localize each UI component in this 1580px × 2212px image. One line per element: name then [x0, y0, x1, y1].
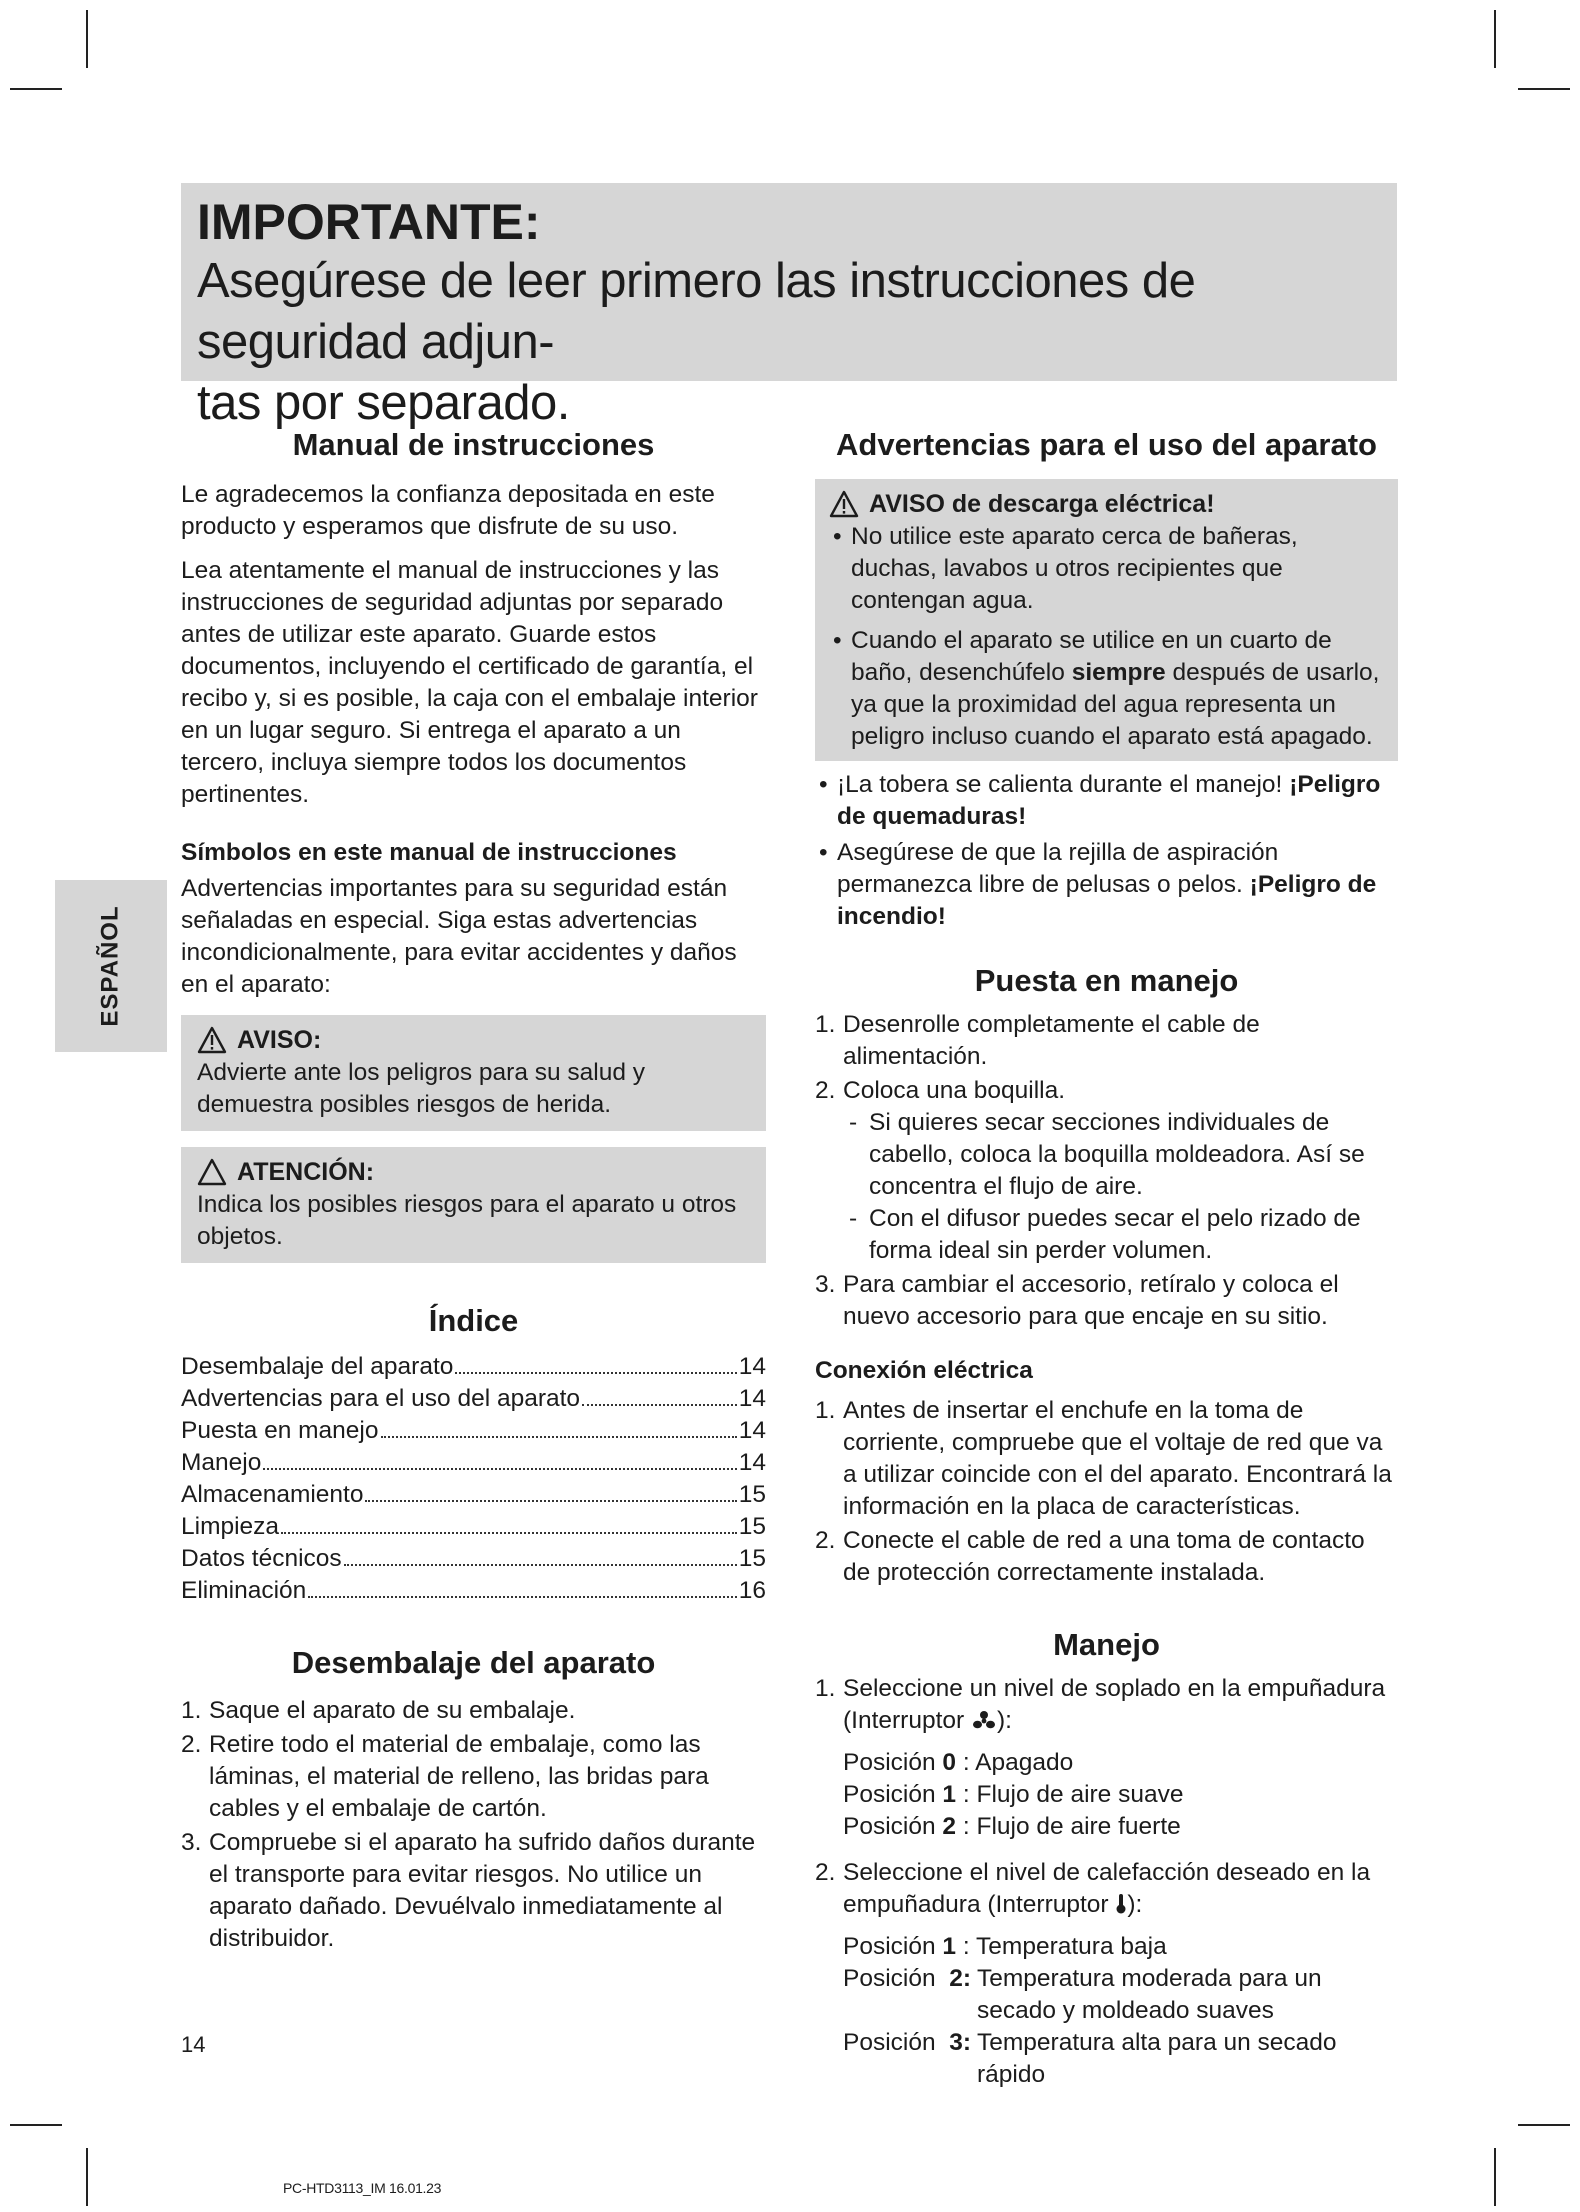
- list-item: - Con el difusor puedes secar el pelo rizado de forma ideal sin perder volumen.: [847, 1203, 1398, 1267]
- crop-mark: [86, 10, 88, 68]
- toc-label: Almacenamiento: [181, 1481, 364, 1508]
- banner-line-1: Asegúrese de leer primero las instrucciones de seguridad adjun-: [197, 254, 1196, 369]
- manual-heading: Manual de instrucciones: [292, 427, 655, 462]
- startup-substeps: [843, 1107, 1398, 1267]
- toc-page: 15: [738, 1513, 766, 1540]
- position-row: Posición 1 : Flujo de aire suave: [843, 1781, 1184, 1808]
- toc-label: Limpieza: [181, 1513, 280, 1540]
- list-item: • ¡La tobera se calienta durante el manejo! ¡Peligro de quemaduras!: [815, 769, 1398, 833]
- startup-heading: Puesta en manejo: [974, 963, 1239, 998]
- footer-code: PC-HTD3113_IM 16.01.23: [283, 2180, 442, 2196]
- list-item: 2. Coloca una boquilla. - Si quieres secar secciones individuales de cabello, coloca la boquilla moldeadora. Así se concentra el flujo de aire. - Con el difusor puedes secar el pelo rizado de forma ideal sin perder volumen.: [815, 1075, 1398, 1267]
- toc-label: Datos técnicos: [181, 1545, 342, 1572]
- list-item: • No utilice este aparato cerca de bañeras, duchas, lavabos u otros recipientes que contengan agua.: [829, 521, 1384, 617]
- index-heading: Índice: [428, 1303, 519, 1338]
- language-tab: [55, 880, 167, 1052]
- shock-warning-title: AVISO de descarga eléctrica!: [869, 490, 1215, 518]
- caution-triangle-icon: [197, 1158, 227, 1186]
- shock-warning-list: [829, 521, 1384, 753]
- list-item: • Cuando el aparato se utilice en un cuarto de baño, desenchúfelo siempre después de usarlo, ya que la proximidad del agua representa un peligro incluso cuando el aparato está apagado.: [829, 625, 1384, 753]
- toc-label: Manejo: [181, 1449, 262, 1476]
- position-row: Posición 0 : Apagado: [843, 1749, 1074, 1776]
- crop-mark: [1518, 2124, 1570, 2126]
- blower-positions: [843, 1747, 1398, 1843]
- toc-row[interactable]: [181, 1511, 766, 1543]
- language-tab-label: ESPAÑOL: [97, 905, 125, 1027]
- toc-row[interactable]: [181, 1415, 766, 1447]
- toc-page: 14: [738, 1417, 766, 1444]
- crop-mark: [1494, 2148, 1496, 2206]
- toc-page: 14: [738, 1385, 766, 1412]
- atencion-box: [181, 1147, 766, 1263]
- toc-page: 16: [738, 1577, 766, 1604]
- shock-warning-box: [815, 479, 1398, 761]
- crop-mark: [10, 88, 62, 90]
- toc-label: Advertencias para el uso del aparato: [181, 1385, 581, 1412]
- startup-steps: [815, 1009, 1398, 1333]
- list-item: 3. Compruebe si el aparato ha sufrido daños durante el transporte para evitar riesgos. No utilice un aparato dañado. Devuélvalo inmediatamente al distribuidor.: [181, 1829, 756, 1952]
- toc-row[interactable]: [181, 1447, 766, 1479]
- list-item: • Asegúrese de que la rejilla de aspiración permanezca libre de pelusas o pelos. ¡Peligro de incendio!: [815, 837, 1398, 933]
- symbols-heading: Símbolos en este manual de instrucciones: [181, 839, 677, 866]
- crop-mark: [10, 2124, 62, 2126]
- toc-label: Eliminación: [181, 1577, 307, 1604]
- connection-heading: Conexión eléctrica: [815, 1357, 1033, 1384]
- crop-mark: [86, 2148, 88, 2206]
- list-item: 1. Seleccione un nivel de soplado en la empuñadura (Interruptor ): Posición 0 : Apagado Posición 1 : Flujo de aire suave Posición 2 : Flujo de aire fuerte: [815, 1673, 1398, 1843]
- warning-triangle-icon: [197, 1026, 227, 1054]
- toc-row[interactable]: [181, 1351, 766, 1383]
- toc-page: 14: [738, 1353, 766, 1380]
- toc-label: Puesta en manejo: [181, 1417, 379, 1444]
- unpack-steps: [181, 1695, 766, 1955]
- list-item: 3. Para cambiar el accesorio, retíralo y coloca el nuevo accesorio para que encaje en su sitio.: [815, 1271, 1339, 1330]
- list-item: 2. Conecte el cable de red a una toma de contacto de protección correctamente instalada.: [815, 1527, 1365, 1586]
- list-item: 1. Antes de insertar el enchufe en la toma de corriente, compruebe que el voltaje de red que va a utilizar coincide con el del aparato. Encontrará la información en la placa de características.: [815, 1397, 1392, 1520]
- operation-heading: Manejo: [1053, 1627, 1160, 1662]
- list-item: 1. Saque el aparato de su embalaje.: [181, 1697, 576, 1724]
- heat-positions: [843, 1931, 1398, 2091]
- banner-line-2: tas por separado.: [197, 376, 570, 430]
- operation-steps: [815, 1673, 1398, 2091]
- position-row: Posición 1 : Temperatura baja: [843, 1933, 1167, 1960]
- list-item: - Si quieres secar secciones individuales de cabello, coloca la boquilla moldeadora. Así se concentra el flujo de aire.: [847, 1107, 1398, 1203]
- warnings-list: [815, 769, 1398, 933]
- left-column: [181, 425, 766, 1957]
- toc-row[interactable]: [181, 1383, 766, 1415]
- fan-icon: [971, 1711, 997, 1731]
- crop-mark: [1518, 88, 1570, 90]
- table-of-contents: [181, 1351, 766, 1607]
- toc-page: 15: [738, 1481, 766, 1508]
- aviso-title: AVISO:: [237, 1026, 322, 1054]
- unpack-heading: Desembalaje del aparato: [291, 1645, 656, 1680]
- position-row: Posición 3: Temperatura alta para un secado rápido: [843, 2029, 1337, 2088]
- important-banner: [181, 183, 1397, 430]
- toc-label: Desembalaje del aparato: [181, 1353, 454, 1380]
- aviso-box: [181, 1015, 766, 1131]
- page-number: 14: [181, 2032, 206, 2057]
- warning-triangle-icon: [829, 490, 859, 518]
- list-item: 2. Retire todo el material de embalaje, como las láminas, el material de relleno, las bridas para cables y el embalaje de cartón.: [181, 1731, 709, 1822]
- toc-page: 14: [738, 1449, 766, 1476]
- list-item: 1. Desenrolle completamente el cable de alimentación.: [815, 1011, 1260, 1070]
- symbols-text: Advertencias importantes para su seguridad están señaladas en especial. Siga estas advertencias incondicionalmente, para evitar accidentes y daños en el aparato:: [181, 875, 737, 998]
- connection-steps: [815, 1395, 1398, 1589]
- warnings-heading: Advertencias para el uso del aparato: [836, 427, 1377, 462]
- toc-row[interactable]: [181, 1575, 766, 1607]
- manual-intro: Le agradecemos la confianza depositada en este producto y esperamos que disfrute de su uso.: [181, 481, 715, 540]
- toc-row[interactable]: [181, 1479, 766, 1511]
- right-column: [815, 425, 1398, 2093]
- atencion-text: Indica los posibles riesgos para el aparato u otros objetos.: [197, 1191, 737, 1250]
- toc-row[interactable]: [181, 1543, 766, 1575]
- list-item: 2. Seleccione el nivel de calefacción deseado en la empuñadura (Interruptor ): Posición 1 : Temperatura baja Posición 2: Temperatura moderada para un secado y moldeado suaves Posición 3: Temperatura alta para un secado rápido: [815, 1857, 1398, 2091]
- toc-page: 15: [738, 1545, 766, 1572]
- atencion-title: ATENCIÓN:: [237, 1158, 375, 1186]
- aviso-text: Advierte ante los peligros para su salud y demuestra posibles riesgos de herida.: [197, 1059, 646, 1118]
- position-row: Posición 2: Temperatura moderada para un secado y moldeado suaves: [843, 1965, 1322, 2024]
- manual-body: Lea atentamente el manual de instrucciones y las instrucciones de seguridad adjuntas por separado antes de utilizar este aparato. Guarde estos documentos, incluyendo el certificado de garantía, el recibo y, si es posible, la caja con el embalaje interior en un lugar seguro. Si entrega el aparato a un tercero, incluya siempre todos los documentos pertinentes.: [181, 557, 758, 808]
- banner-title: IMPORTANTE:: [197, 194, 541, 250]
- crop-mark: [1494, 10, 1496, 68]
- position-row: Posición 2 : Flujo de aire fuerte: [843, 1813, 1181, 1840]
- thermometer-icon: [1115, 1893, 1127, 1915]
